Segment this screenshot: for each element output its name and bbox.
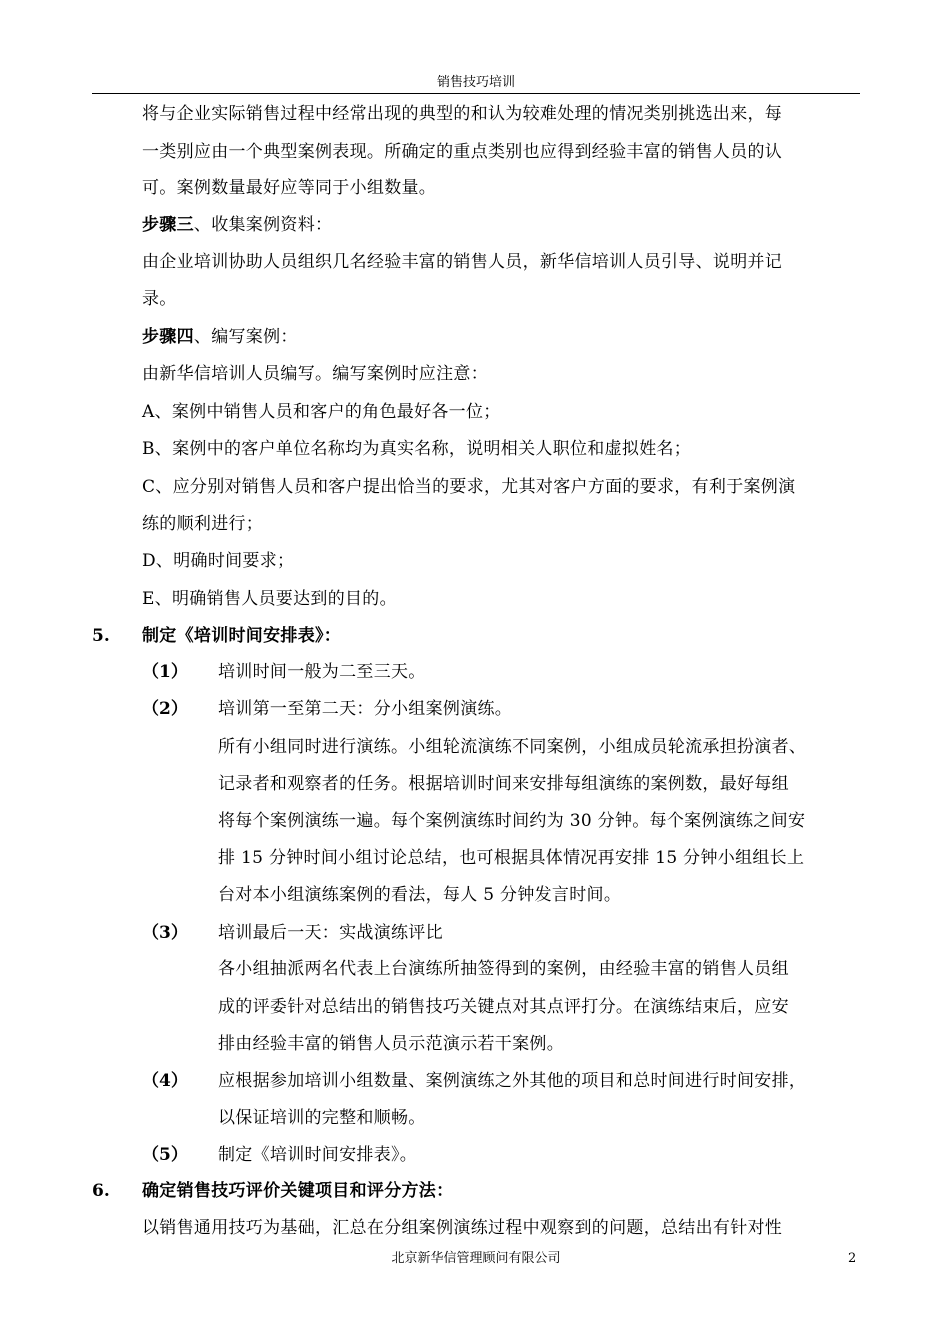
body-line: 一类别应由一个典型案例表现。所确定的重点类别也应得到经验丰富的销售人员的认 (142, 142, 783, 162)
body-line: 由企业培训协助人员组织几名经验丰富的销售人员，新华信培训人员引导、说明并记 (142, 252, 783, 272)
item-text: 排 15 分钟时间小组讨论总结，也可根据具体情况再安排 15 分钟小组组长上 (218, 848, 805, 868)
body-line: 以销售通用技巧为基础，汇总在分组案例演练过程中观察到的问题，总结出有针对性 (142, 1218, 783, 1238)
item-text: 台对本小组演练案例的看法，每人 5 分钟发言时间。 (218, 885, 622, 905)
step-title: 、收集案例资料： (193, 215, 333, 235)
item-text: 制定《培训时间安排表》。 (218, 1145, 418, 1165)
body-line: 可。案例数量最好应等同于小组数量。 (142, 178, 437, 198)
section-number: 5. (92, 626, 110, 646)
body-line: 由新华信培训人员编写。编写案例时应注意： (142, 364, 488, 384)
item-marker: （2） (142, 699, 188, 719)
item-marker: （3） (142, 923, 188, 943)
step-heading (142, 213, 332, 237)
list-item-a: A、案例中销售人员和客户的角色最好各一位； (142, 402, 501, 422)
page-footer: 北京新华信管理顾问有限公司 (391, 1251, 561, 1266)
item-text: 成的评委针对总结出的销售技巧关键点对其点评打分。在演练结束后，应安 (218, 997, 789, 1017)
item-text: 记录者和观察者的任务。根据培训时间来安排每组演练的案例数，最好每组 (218, 774, 789, 794)
item-marker: （1） (142, 662, 188, 682)
page-number: 2 (848, 1251, 857, 1266)
list-item-c-cont: 练的顺利进行； (142, 514, 264, 534)
item-text: 培训最后一天：实战演练评比 (218, 923, 443, 943)
step-heading (142, 325, 298, 349)
section-number: 6. (92, 1181, 110, 1201)
item-marker: （5） (142, 1145, 188, 1165)
header-rule (92, 93, 860, 94)
item-text: 培训时间一般为二至三天。 (218, 662, 426, 682)
section-title: 制定《培训时间安排表》： (142, 626, 342, 646)
step-title: 、编写案例： (193, 327, 298, 347)
page-header: 销售技巧培训 (436, 75, 515, 90)
item-text: 各小组抽派两名代表上台演练所抽签得到的案例，由经验丰富的销售人员组 (218, 959, 789, 979)
body-line: 将与企业实际销售过程中经常出现的典型的和认为较难处理的情况类别挑选出来，每 (142, 104, 783, 124)
list-item-e: E、明确销售人员要达到的目的。 (142, 589, 397, 609)
item-text: 培训第一至第二天：分小组案例演练。 (218, 699, 513, 719)
list-item-d: D、明确时间要求； (142, 551, 295, 571)
item-text: 所有小组同时进行演练。小组轮流演练不同案例，小组成员轮流承担扮演者、 (218, 737, 807, 757)
list-item-b: B、案例中的客户单位名称均为真实名称，说明相关人职位和虚拟姓名； (142, 439, 692, 459)
step-label: 步骤三 (142, 215, 194, 235)
list-item-c: C、应分别对销售人员和客户提出恰当的要求，尤其对客户方面的要求，有利于案例演 (142, 477, 796, 497)
item-marker: （4） (142, 1071, 188, 1091)
item-text: 以保证培训的完整和顺畅。 (218, 1108, 426, 1128)
body-line: 录。 (142, 289, 177, 309)
section-title: 确定销售技巧评价关键项目和评分方法： (142, 1181, 454, 1201)
item-text: 应根据参加培训小组数量、案例演练之外其他的项目和总时间进行时间安排， (218, 1071, 807, 1091)
item-text: 将每个案例演练一遍。每个案例演练时间约为 30 分钟。每个案例演练之间安 (218, 811, 806, 831)
step-label: 步骤四 (142, 327, 194, 347)
item-text: 排由经验丰富的销售人员示范演示若干案例。 (218, 1034, 564, 1054)
